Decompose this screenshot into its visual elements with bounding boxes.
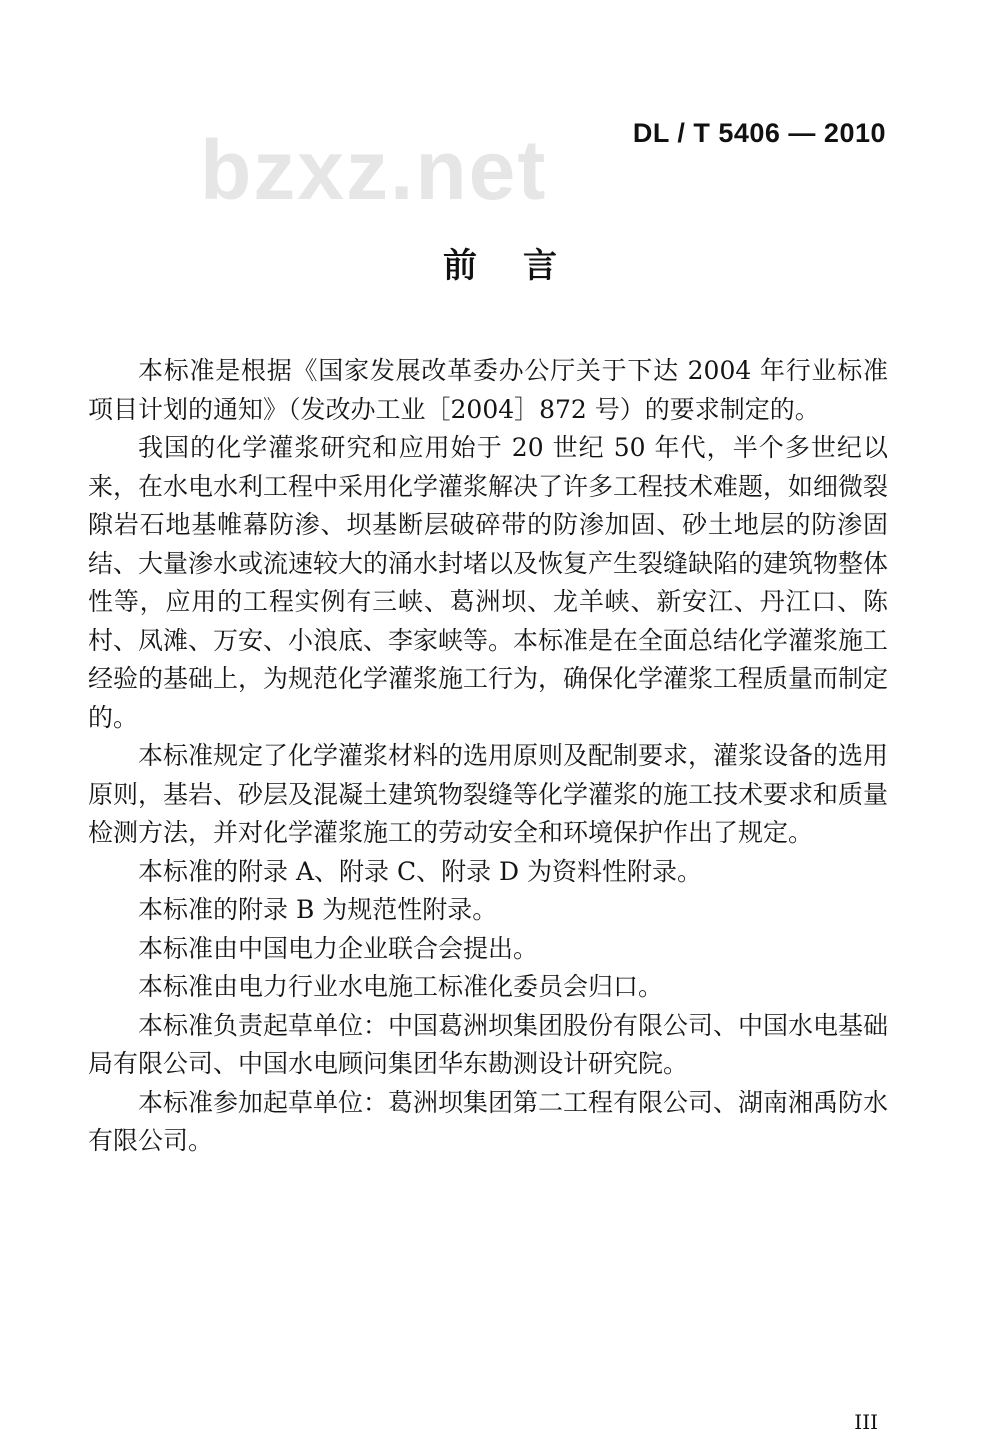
paragraph-scope: 本标准规定了化学灌浆材料的选用原则及配制要求，灌浆设备的选用原则，基岩、砂层及混凝土建筑物裂缝等化学灌浆的施工技术要求和质量检测方法，并对化学灌浆施工的劳动安全和环境保护作出了规定。 (88, 741, 889, 847)
foreword-body (88, 352, 888, 1161)
paragraph-participating-drafters: 本标准参加起草单位：葛洲坝集团第二工程有限公司、湖南湘禹防水有限公司。 (88, 1087, 889, 1155)
page-title: 前言 (443, 246, 603, 286)
paragraph-administrator: 本标准由电力行业水电施工标准化委员会归口。 (138, 972, 664, 1001)
paragraph-informative-annex: 本标准的附录 A、附录 C、附录 D 为资料性附录。 (138, 856, 703, 886)
paragraph-main-drafters: 本标准负责起草单位：中国葛洲坝集团股份有限公司、中国水电基础局有限公司、中国水电顾问集团华东勘测设计研究院。 (88, 1010, 889, 1078)
paragraph-basis: 本标准是根据《国家发展改革委办公厅关于下达 2004 年行业标准项目计划的通知》（发改办工业［2004］872 号）的要求制定的。 (88, 356, 888, 424)
paragraph-proposer: 本标准由中国电力企业联合会提出。 (138, 933, 539, 963)
paragraph-normative-annex: 本标准的附录 B 为规范性附录。 (138, 895, 498, 924)
paragraph-background: 我国的化学灌浆研究和应用始于 20 世纪 50 年代，半个多世纪以来，在水电水利工程中采用化学灌浆解决了许多工程技术难题，如细微裂隙岩石地基帷幕防渗、坝基断层破碎带的防渗加固、砂土地层的防渗固结、大量渗水或流速较大的涌水封堵以及恢复产生裂缝缺陷的建筑物整体性等，应用的工程实例有三峡、葛洲坝、龙羊峡、新安江、丹江口、陈村、凤滩、万安、小浪底、李家峡等。本标准是在全面总结化学灌浆施工经验的基础上，为规范化学灌浆施工行为，确保化学灌浆工程质量而制定的。 (88, 433, 889, 732)
watermark: bzxz.net (200, 123, 548, 217)
page-number: III (854, 1410, 878, 1434)
standard-number: DL / T 5406 — 2010 (632, 118, 886, 148)
